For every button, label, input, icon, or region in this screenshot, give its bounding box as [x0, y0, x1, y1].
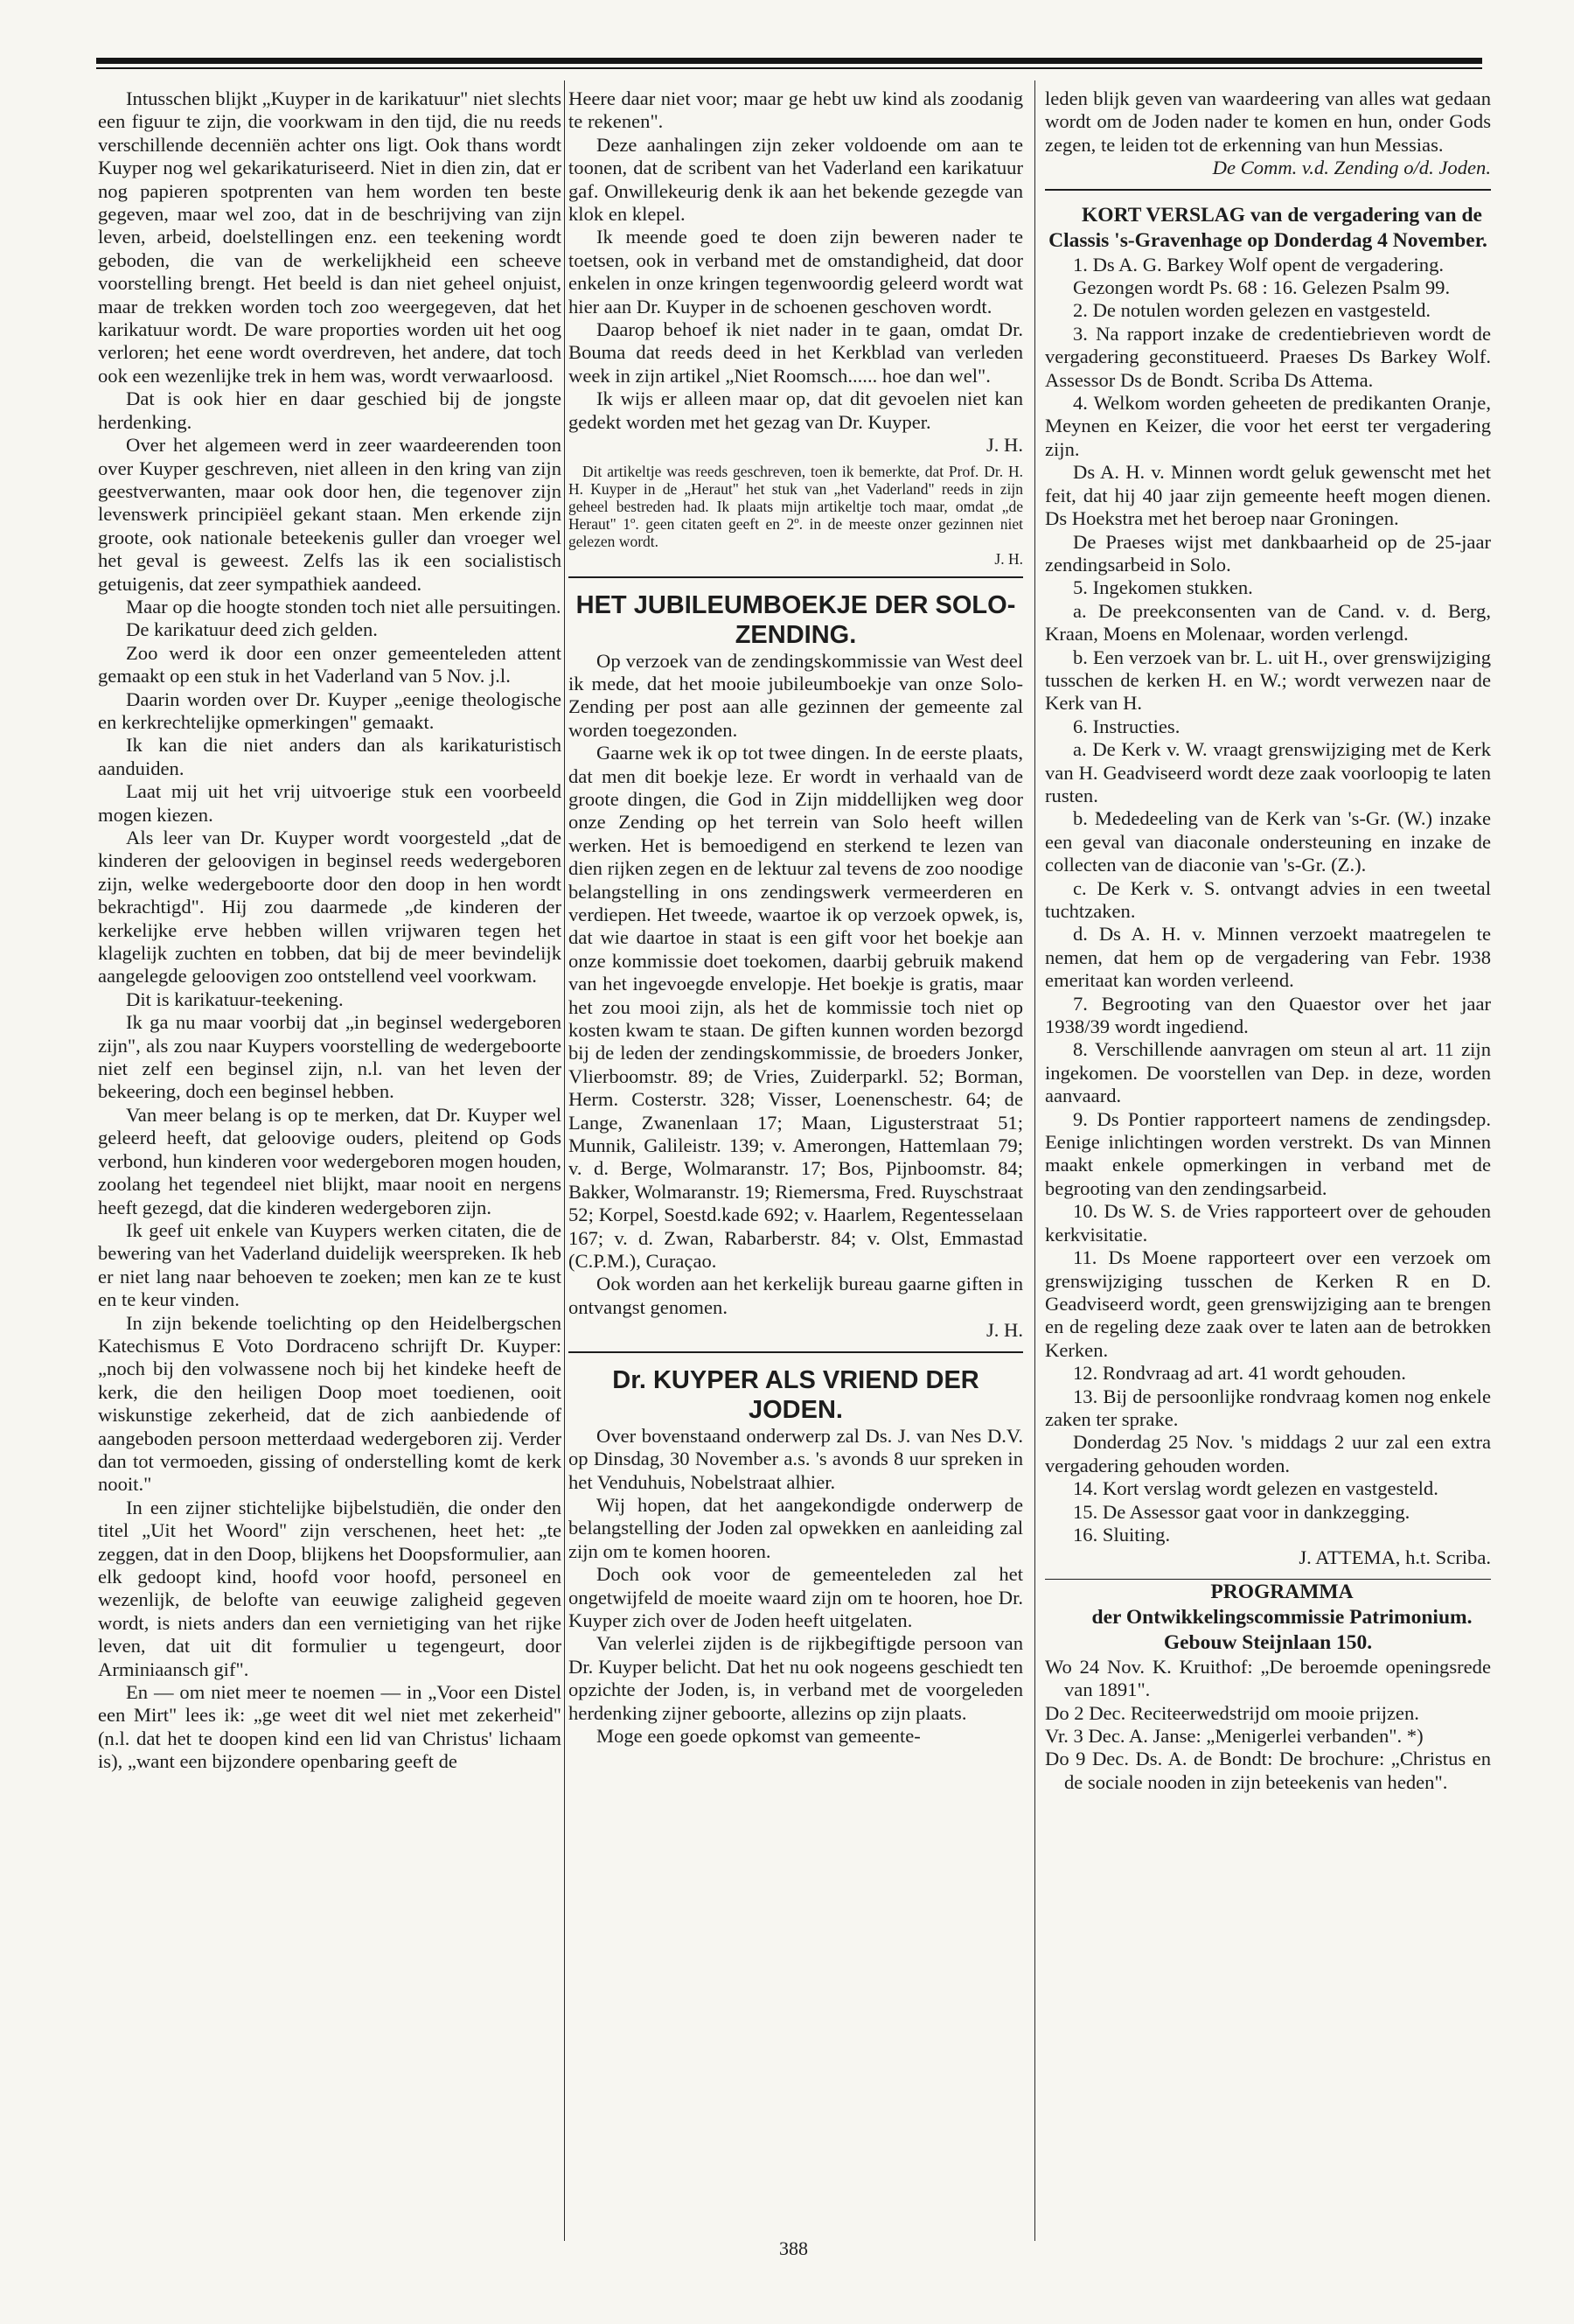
report-item: 12. Rondvraag ad art. 41 wordt gehouden. [1073, 1362, 1406, 1385]
paragraph: Moge een goede opkomst van gemeente- [596, 1724, 921, 1747]
report-item: Gezongen wordt Ps. 68 : 16. Gelezen Psalm 99. [1073, 276, 1451, 299]
programme-item: Do 9 Dec. Ds. A. de Bondt: De brochure: „Christus en de sociale nooden in zijn beteekenis van heden". [1045, 1748, 1491, 1793]
paragraph: Gaarne wek ik op tot twee dingen. In de eerste plaats, dat men dit boekje leze. Er wordt in verhaald van de groote dingen, die God in Zijn middellijken weg door onze Zending op het terrein van Solo heeft willen werken. Het is bemoedigend en sterkend te lezen van dien rijken zegen en de lektuur zal tevens de zoo noodige belangstelling in ons zendingswerk vermeerderen en verdiepen. Het tweede, waartoe ik op verzoek opwek, is, dat wie daartoe in staat is een gift voor het boekje aan onze kommissie doet toekomen, daarbij gebruik makend van het ingevoegde envelopje. Het boekje is gratis, maar het zou mooi zijn, als het de kommissie toch niet op kosten kwam te staan. De giften kunnen worden bezorgd bij de leden der zendingskommissie, de broeders Jonker, Vlierboomstr. 89; de Vries, Zuiderparkl. 52; Borman, Herm. Costerstr. 328; Visser, Loenenschestr. 64; de Lange, Zwanenlaan 17; Maan, Ligusterstraat 51; Munnik, Galileistr. 139; v. Amerongen, Hattemlaan 79; v. d. Berge, Wolmaranstr. 17; Bos, Pijnboomstr. 84; Bakker, Wolmaranstr. 19; Riemersma, Fred. Ruyschstraat 52; Korpel, Soestd.kade 692; v. Haarlem, Regentesselaan 167; v. d. Zwan, Rabarberstr. 84; v. Olst, Emmastad (C.P.M.), Curaçao. [568, 742, 1023, 1273]
paragraph: Van meer belang is op te merken, dat Dr. Kuyper wel geleerd heeft, dat geloovige ouders, pleitend op Gods verbond, hun kinderen voor wedergeboren mogen houden, zoolang het tegendeel niet blijkt, maar nooit en nergens heeft gezegd, dat die kinderen wedergeboren zijn. [98, 1103, 561, 1218]
paragraph: Intusschen blijkt „Kuyper in de karikatuur" niet slechts een figuur te zijn, die voorkwam in den tijd, die nu reeds verschillende decenniën achter ons ligt. Ook thans wordt Kuyper nog wel gekarikaturiseerd. Niet in dien zin, dat er nog papieren spotprenten van hem worden ten beste gegeven, maar wel zoo, dat in de beschrijving van zijn leven, arbeid, doelstellingen enz. een teekening wordt geboden, die van de werkelijkheid een scheeve voorstelling brengt. Het beeld is dan niet geheel onjuist, maar de trekken worden toch zoo weergegeven, dat het karikatuur wordt. De ware proporties worden uit het oog verloren; het eene wordt overdreven, het andere, dat toch ook een wezenlijke trek in hem was, wordt verwaarloosd. [98, 87, 562, 387]
programme-title: PROGRAMMA [1210, 1580, 1354, 1603]
paragraph: Maar op die hoogte stonden toch niet alle persuitingen. [126, 595, 561, 618]
footnote-signature: J. H. [994, 549, 1023, 568]
report-item: 16. Sluiting. [1073, 1523, 1171, 1546]
report-item: 3. Na rapport inzake de credentiebrieven wordt de vergadering geconstitueerd. Praeses Ds Barkey Wolf. Assessor Ds de Bondt. Scriba Ds Attema. [1045, 322, 1491, 391]
article-heading-kuyper: Dr. KUYPER ALS VRIEND DER JODEN. [612, 1365, 979, 1424]
report-item: b. Een verzoek van br. L. uit H., over grenswijziging tusschen de kerken H. en W.; wordt verwezen naar de Kerk van H. [1045, 646, 1491, 715]
report-item: De Praeses wijst met dankbaarheid op de 25-jaar zendingsarbeid in Solo. [1045, 530, 1491, 576]
column-divider-1 [564, 80, 565, 2241]
report-item: 2. De notulen worden gelezen en vastgesteld. [1073, 299, 1431, 322]
paragraph: Ook worden aan het kerkelijk bureau gaarne giften in ontvangst genomen. [568, 1273, 1023, 1318]
paragraph: Over het algemeen werd in zeer waardeerenden toon over Kuyper geschreven, niet alleen in den kring van zijn geestverwanten, maar ook door hen, die tegenover zijn levenswerk principiëel gekant staan. Men erkende zijn groote, ook nationale beteekenis guller dan vroeger wel het geval is geweest. Zelfs las ik een socialistisch getuigenis, dat zeer sympathiek aandeed. [98, 434, 561, 595]
report-item: 9. Ds Pontier rapporteert namens de zendingsdep. Eenige inlichtingen worden verstrekt. Ds van Minnen maakt enkele opmerkingen in verband met de begrooting van den zendingsarbeid. [1045, 1107, 1491, 1199]
paragraph: leden blijk geven van waardeering van alles wat gedaan wordt om de Joden nader te komen en hun, onder Gods zegen, te leiden tot de erkenning van hun Messias. [1045, 87, 1491, 156]
footnote [568, 463, 1023, 568]
paragraph: In een zijner stichtelijke bijbelstudiën, die onder den titel „Uit het Woord" zijn verschenen, heet het: „te zeggen, dat in den Doop, blijkens het Doopsformulier, aan elk gedoopt kind, hoofd voor hoofd, personeel en wezenlijk, de belofte van eeuwige zaligheid gegeven wordt, is niets anders dan een vernietiging van het rijke leven, dat uit dit formulier u tegengeurt, door Arminiaansch gif". [98, 1496, 561, 1680]
paragraph: Ik meende goed te doen zijn beweren nader te toetsen, ook in verband met de omstandigheid, dat door enkelen in onze kringen tegenwoordig geleerd wordt wat hier aan Dr. Kuyper in de schoenen geschoven wordt. [568, 226, 1023, 318]
paragraph: En — om niet meer te noemen — in „Voor een Distel een Mirt" lees ik: „ge weet dit wel niet met zekerheid" (n.l. dat het te doopen kind een lid van Christus' lichaam is), „want een bijzondere openbaring geeft de [98, 1681, 561, 1773]
report-item: 13. Bij de persoonlijke rondvraag komen nog enkele zaken ter sprake. [1045, 1385, 1491, 1430]
author-signature: J. H. [985, 1319, 1023, 1342]
paragraph: Daarin worden over Dr. Kuyper „eenige theologische en kerkrechtelijke opmerkingen" gemaakt. [98, 687, 561, 733]
paragraph: Deze aanhalingen zijn zeker voldoende om aan te toonen, dat de scribent van het Vaderland een karikatuur gaf. Onwillekeurig denk ik aan het bekende gezegde van klok en klepel. [568, 133, 1023, 226]
report-item: 8. Verschillende aanvragen om steun al art. 11 zijn ingekomen. De voorstellen van Dep. in deze, worden aanvaard. [1045, 1038, 1491, 1107]
report-item: 5. Ingekomen stukken. [1073, 576, 1253, 599]
footnote-text: Dit artikeltje was reeds geschreven, toen ik bemerkte, dat Prof. Dr. H. H. Kuyper in de „Heraut" het stuk van „het Vaderland" reeds in zijn geheel bestreden had. Ik plaats mijn artikeltje toch maar, omdat „de Heraut" 1º. geen citaten geeft en 2º. in de meeste onzer gezinnen niet gelezen wordt. [568, 462, 1023, 550]
section-rule [568, 576, 1023, 578]
report-item: 10. Ds W. S. de Vries rapporteert over de gehouden kerkvisitatie. [1045, 1200, 1491, 1246]
paragraph: Op verzoek van de zendingskommissie van West deel ik mede, dat het mooie jubileumboekje van onze Solo-Zending per post aan alle gezinnen der gemeente zal worden toegezonden. [568, 649, 1023, 741]
paragraph: Ik wijs er alleen maar op, dat dit gevoelen niet kan gedekt worden met het gezag van Dr. Kuyper. [568, 387, 1023, 433]
report-item: 4. Welkom worden geheeten de predikanten Oranje, Meynen en Keizer, die voor het eerst ter vergadering zijn. [1045, 392, 1491, 460]
report-item: Ds A. H. v. Minnen wordt geluk gewenscht met het feit, dat hij 40 jaar zijn gemeente heeft mogen dienen. Ds Hoekstra met het beroep naar Groningen. [1045, 461, 1491, 530]
report-item: Donderdag 25 Nov. 's middags 2 uur zal een extra vergadering gehouden worden. [1045, 1431, 1491, 1476]
paragraph: In zijn bekende toelichting op den Heidelbergschen Katechismus E Voto Dordraceno schrijft Dr. Kuyper: „noch bij den volwassene noch bij het kindeke heeft de kerk, die den heiligen Doop moet toedienen, ooit wiskunstige zekerheid, dat de zich aanbiedende of aangeboden persoon metterdaad wedergeboren zij. Verder dan tot vermoeden, gissing of onderstelling komt de kerk nooit." [98, 1311, 561, 1496]
paragraph: Dit is karikatuur-teekening. [126, 988, 344, 1010]
page-number: 388 [779, 2237, 808, 2259]
programme-item: Wo 24 Nov. K. Kruithof: „De beroemde openingsrede van 1891". [1045, 1655, 1491, 1701]
top-thick-rule [96, 58, 1482, 64]
column-2 [568, 87, 1023, 1748]
paragraph: Doch ook voor de gemeenteleden zal het ongetwijfeld de moeite waard zijn om te hooren, hoe Dr. Kuyper zich over de Joden heeft uitgelaten. [568, 1563, 1023, 1631]
report-item: b. Mededeeling van de Kerk van 's-Gr. (W.) inzake een geval van diaconale ondersteuning en inzake de collecten van de diaconie van 's-Gr. (Z.). [1045, 807, 1491, 876]
report-item: d. Ds A. H. v. Minnen verzoekt maatregelen te nemen, dat hem op de vergadering van Febr. 1938 emeritaat kan worden verleend. [1045, 923, 1491, 992]
report-item: a. De preekconsenten van de Cand. v. d. Berg, Kraan, Moens en Molenaar, worden verlengd. [1045, 599, 1491, 646]
section-rule [568, 1351, 1023, 1353]
paragraph: Ik geef uit enkele van Kuypers werken citaten, die de bewering van het Vaderland duidelijk weerspreken. Ik heb er niet lang naar behoeven te zoeken; men kan ze te kust en te keur vinden. [98, 1218, 561, 1311]
report-item: 1. Ds A. G. Barkey Wolf opent de vergadering. [1073, 253, 1445, 276]
scriba-signature: J. ATTEMA, h.t. Scriba. [1299, 1546, 1491, 1569]
commission-signature: De Comm. v.d. Zending o/d. Joden. [1212, 157, 1491, 179]
paragraph: Over bovenstaand onderwerp zal Ds. J. van Nes D.V. op Dinsdag, 30 November a.s. 's avonds 8 uur spreken in het Venduhuis, Nobelstraat alhier. [568, 1424, 1023, 1493]
report-item: c. De Kerk v. S. ontvangt advies in een tweetal tuchtzaken. [1045, 876, 1491, 922]
top-thin-rule [96, 67, 1482, 69]
paragraph: Heere daar niet voor; maar ge hebt uw kind als zoodanig te rekenen". [568, 87, 1023, 133]
paragraph: Laat mij uit het vrij uitvoerige stuk een voorbeeld mogen kiezen. [98, 780, 561, 826]
paragraph: Ik kan die niet anders dan als karikaturistisch aanduiden. [98, 734, 561, 779]
paragraph: Dat is ook hier en daar geschied bij de jongste herdenking. [98, 387, 561, 433]
column-3 [1045, 87, 1491, 1794]
paragraph: Als leer van Dr. Kuyper wordt voorgesteld „dat de kinderen der geloovigen in beginsel reeds wedergeboren zijn, welke wedergeboorte door den doop in hen wordt bekrachtigd". Hij zou daarmede „de kinderen der kerkelijke erve hebben willen vrijwaren tegen het klagelijk zuchten en tobben, dat bij de meer bevindelijk aangelegde geloovigen zoo ontstellend veel voorkwam. [98, 827, 561, 988]
column-divider-2 [1034, 80, 1035, 2241]
author-signature: J. H. [985, 434, 1023, 457]
report-item: 11. Ds Moene rapporteert over een verzoek om grenswijziging tusschen de Kerken R en D. Geadviseerd wordt, geen grenswijziging aan te brengen en de regeling deze zaak over te laten aan de betrokken Kerken. [1045, 1246, 1491, 1361]
paragraph: Ik ga nu maar voorbij dat „in beginsel wedergeboren zijn", als zou naar Kuypers voorstelling de wedergeboorte niet zelf een beginsel zijn, n.l. van het leven der bekeering, doch een beginsel hebben. [98, 1011, 561, 1103]
programme-subtitle: der Ontwikkelingscommissie Patrimonium. Gebouw Steijnlaan 150. [1091, 1605, 1473, 1654]
programme-item: Vr. 3 Dec. A. Janse: „Menigerlei verbanden". *) [1045, 1725, 1424, 1747]
report-item: 7. Begrooting van den Quaestor over het jaar 1938/39 wordt ingediend. [1045, 992, 1491, 1038]
paragraph: Van velerlei zijden is de rijkbegiftigde persoon van Dr. Kuyper belicht. Dat het nu ook nogeens geschiedt ten opzichte der Joden, is, in verband met de voorgeleden herdenking zijner geboorte, allezins op zijn plaats. [568, 1632, 1023, 1724]
article-heading-jubileum: HET JUBILEUMBOEKJE DER SOLO-ZENDING. [575, 590, 1016, 649]
paragraph: Zoo werd ik door een onzer gemeenteleden attent gemaakt op een stuk in het Vaderland van 5 Nov. j.l. [98, 641, 561, 687]
report-item: a. De Kerk v. W. vraagt grenswijziging met de Kerk van H. Geadviseerd wordt deze zaak voorloopig te laten rusten. [1045, 738, 1491, 806]
section-rule [1045, 189, 1491, 191]
report-item: 6. Instructies. [1073, 715, 1180, 737]
column-1 [98, 87, 561, 1774]
report-heading: KORT VERSLAG van de vergadering van de Classis 's-Gravenhage op Donderdag 4 November. [1048, 203, 1487, 252]
paragraph: Wij hopen, dat het aangekondigde onderwerp de belangstelling der Joden zal opwekken en aanleiding zal zijn om te komen hooren. [568, 1493, 1023, 1562]
paragraph: Daarop behoef ik niet nader in te gaan, omdat Dr. Bouma dat reeds deed in het Kerkblad van verleden week in zijn artikel „Niet Roomsch...... hoe dan wel". [568, 318, 1023, 387]
report-item: 14. Kort verslag wordt gelezen en vastgesteld. [1073, 1477, 1438, 1500]
paragraph: De karikatuur deed zich gelden. [126, 618, 378, 641]
programme-list [1045, 1656, 1491, 1794]
programme-item: Do 2 Dec. Reciteerwedstrijd om mooie prijzen. [1045, 1701, 1419, 1724]
report-item: 15. De Assessor gaat voor in dankzegging. [1073, 1500, 1410, 1523]
